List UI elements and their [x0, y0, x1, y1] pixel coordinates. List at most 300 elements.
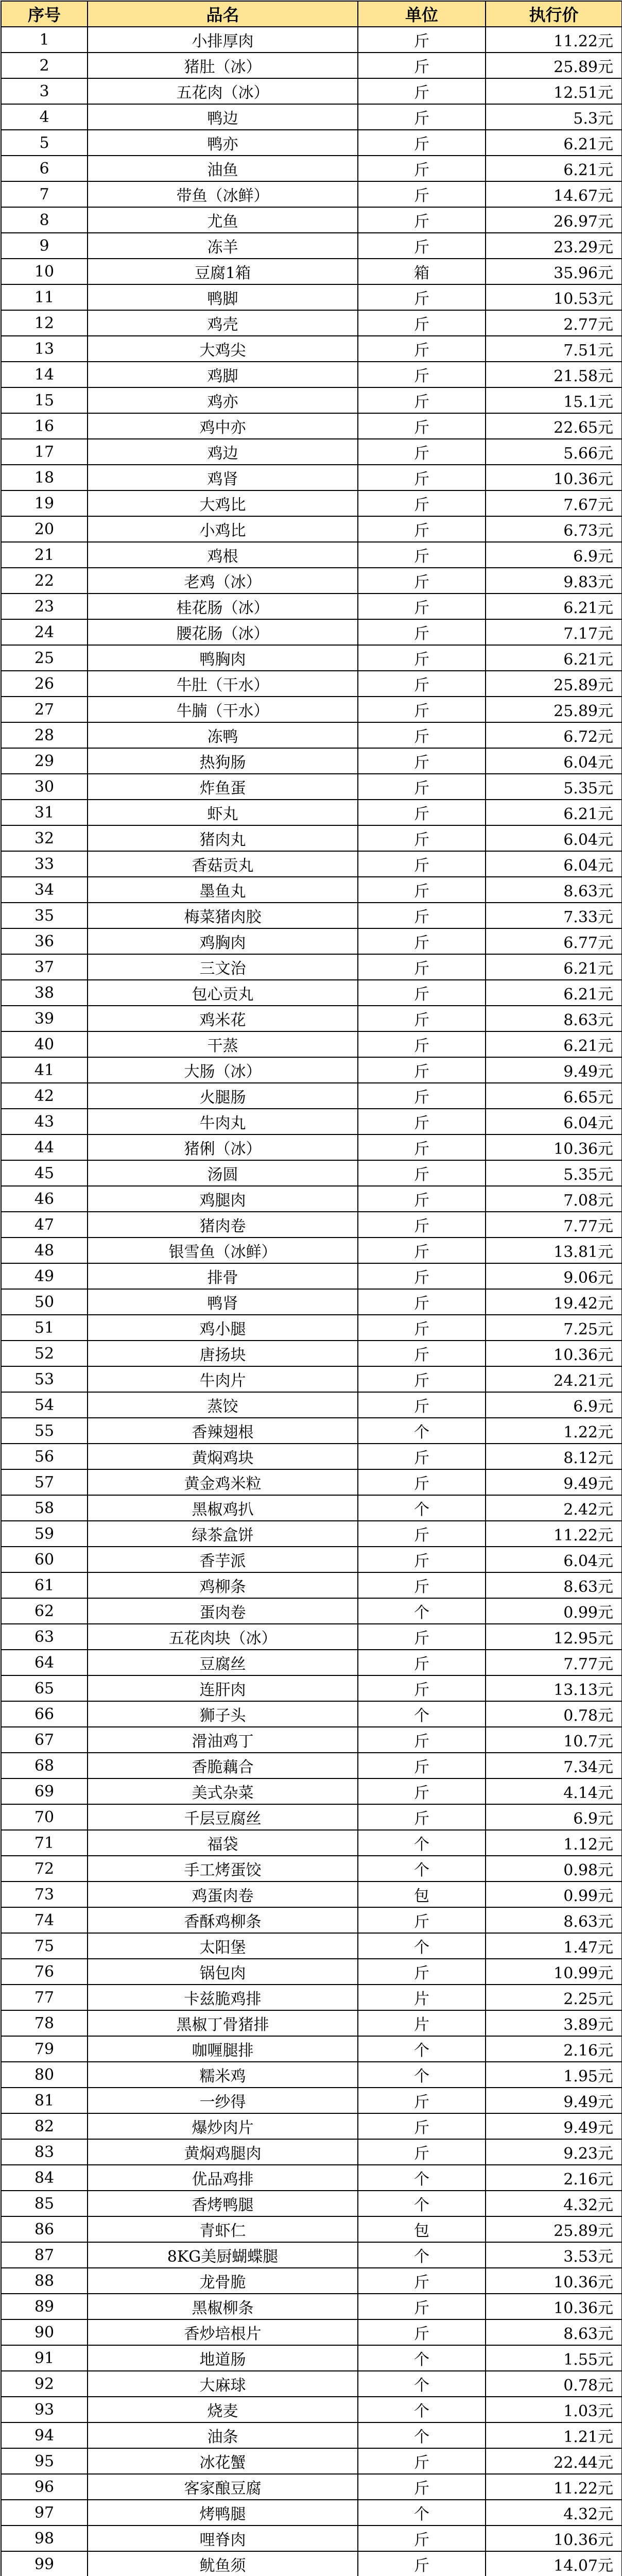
cell-name: 烧麦 [88, 2397, 358, 2422]
cell-price: 0.98元 [486, 1856, 622, 1882]
table-row [1, 877, 622, 903]
cell-unit: 个 [358, 1495, 486, 1521]
cell-no: 3 [1, 78, 88, 104]
cell-name: 香辣翅根 [88, 1418, 358, 1444]
cell-unit: 个 [358, 2422, 486, 2448]
table-row [1, 413, 622, 439]
cell-name: 鸡柳条 [88, 1572, 358, 1598]
cell-name: 包心贡丸 [88, 980, 358, 1006]
cell-no: 99 [1, 2551, 88, 2576]
table-row [1, 1830, 622, 1856]
cell-unit: 个 [358, 2397, 486, 2422]
cell-unit: 斤 [358, 310, 486, 336]
cell-unit: 斤 [358, 2088, 486, 2113]
cell-unit: 斤 [358, 1057, 486, 1083]
cell-unit: 片 [358, 1985, 486, 2010]
table-row [1, 1109, 622, 1134]
cell-no: 30 [1, 774, 88, 800]
cell-no: 58 [1, 1495, 88, 1521]
cell-no: 23 [1, 594, 88, 619]
cell-unit: 斤 [358, 1238, 486, 1263]
cell-price: 6.04元 [486, 748, 622, 774]
table-row [1, 1160, 622, 1186]
cell-unit: 片 [358, 2010, 486, 2036]
cell-unit: 个 [358, 2165, 486, 2191]
cell-price: 6.9元 [486, 1392, 622, 1418]
header-no: 序号 [1, 1, 88, 27]
cell-name: 虾丸 [88, 800, 358, 825]
cell-name: 豆腐丝 [88, 1650, 358, 1675]
table-row [1, 2010, 622, 2036]
cell-price: 6.77元 [486, 928, 622, 954]
cell-unit: 个 [358, 2062, 486, 2088]
cell-price: 10.7元 [486, 1727, 622, 1753]
cell-no: 72 [1, 1856, 88, 1882]
cell-price: 2.42元 [486, 1495, 622, 1521]
cell-name: 桂花肠（冰） [88, 594, 358, 619]
cell-price: 1.47元 [486, 1933, 622, 1959]
table-row [1, 774, 622, 800]
cell-no: 86 [1, 2216, 88, 2242]
cell-price: 6.72元 [486, 722, 622, 748]
cell-unit: 斤 [358, 1263, 486, 1289]
cell-no: 74 [1, 1907, 88, 1933]
cell-no: 33 [1, 851, 88, 877]
table-row [1, 1341, 622, 1366]
cell-unit: 包 [358, 1882, 486, 1907]
cell-no: 37 [1, 954, 88, 980]
table-row [1, 181, 622, 207]
cell-no: 82 [1, 2113, 88, 2139]
cell-price: 24.21元 [486, 1366, 622, 1392]
cell-price: 25.89元 [486, 53, 622, 78]
cell-price: 11.22元 [486, 1521, 622, 1547]
cell-price: 6.21元 [486, 594, 622, 619]
cell-unit: 斤 [358, 27, 486, 53]
cell-name: 牛肚（干水） [88, 671, 358, 697]
cell-unit: 斤 [358, 697, 486, 722]
cell-no: 2 [1, 53, 88, 78]
cell-no: 31 [1, 800, 88, 825]
cell-price: 9.49元 [486, 1469, 622, 1495]
cell-unit: 斤 [358, 1675, 486, 1701]
cell-price: 23.29元 [486, 233, 622, 259]
cell-name: 客家酿豆腐 [88, 2474, 358, 2500]
cell-no: 15 [1, 387, 88, 413]
cell-no: 17 [1, 439, 88, 465]
table-row [1, 671, 622, 697]
cell-name: 鸡壳 [88, 310, 358, 336]
cell-name: 小排厚肉 [88, 27, 358, 53]
table-row [1, 1469, 622, 1495]
cell-name: 大鸡比 [88, 490, 358, 516]
table-row [1, 284, 622, 310]
cell-name: 大麻球 [88, 2371, 358, 2397]
cell-unit: 斤 [358, 1134, 486, 1160]
table-row [1, 1727, 622, 1753]
cell-unit: 斤 [358, 1572, 486, 1598]
cell-name: 香菇贡丸 [88, 851, 358, 877]
cell-name: 油鱼 [88, 156, 358, 181]
cell-unit: 斤 [358, 2139, 486, 2165]
table-row [1, 1057, 622, 1083]
table-row [1, 2088, 622, 2113]
table-row [1, 1572, 622, 1598]
cell-price: 6.04元 [486, 825, 622, 851]
cell-no: 55 [1, 1418, 88, 1444]
cell-no: 34 [1, 877, 88, 903]
cell-unit: 斤 [358, 1083, 486, 1109]
cell-unit: 斤 [358, 1392, 486, 1418]
cell-no: 62 [1, 1598, 88, 1624]
cell-name: 黄焖鸡块 [88, 1444, 358, 1469]
cell-name: 银雪鱼（冰鲜） [88, 1238, 358, 1263]
cell-no: 56 [1, 1444, 88, 1469]
table-row [1, 1186, 622, 1212]
cell-no: 75 [1, 1933, 88, 1959]
cell-price: 7.17元 [486, 619, 622, 645]
cell-unit: 斤 [358, 490, 486, 516]
cell-unit: 斤 [358, 1006, 486, 1031]
table-row [1, 1778, 622, 1804]
cell-unit: 个 [358, 1418, 486, 1444]
cell-name: 鱿鱼须 [88, 2551, 358, 2576]
cell-name: 狮子头 [88, 1701, 358, 1727]
cell-price: 1.12元 [486, 1830, 622, 1856]
cell-name: 美式杂菜 [88, 1778, 358, 1804]
cell-price: 12.95元 [486, 1624, 622, 1650]
cell-name: 鸡肾 [88, 465, 358, 490]
cell-unit: 斤 [358, 413, 486, 439]
cell-no: 39 [1, 1006, 88, 1031]
cell-unit: 斤 [358, 130, 486, 156]
table-row [1, 2345, 622, 2371]
cell-name: 香芋派 [88, 1547, 358, 1572]
table-row [1, 2294, 622, 2319]
cell-no: 78 [1, 2010, 88, 2036]
cell-no: 53 [1, 1366, 88, 1392]
cell-price: 8.63元 [486, 877, 622, 903]
cell-name: 太阳堡 [88, 1933, 358, 1959]
cell-price: 6.04元 [486, 851, 622, 877]
table-row [1, 1031, 622, 1057]
table-row [1, 2191, 622, 2216]
table-row [1, 645, 622, 671]
cell-price: 9.49元 [486, 1057, 622, 1083]
cell-no: 80 [1, 2062, 88, 2088]
cell-name: 牛腩（干水） [88, 697, 358, 722]
cell-no: 32 [1, 825, 88, 851]
cell-unit: 箱 [358, 259, 486, 284]
cell-no: 43 [1, 1109, 88, 1134]
cell-name: 热狗肠 [88, 748, 358, 774]
cell-name: 鸡腿肉 [88, 1186, 358, 1212]
table-row [1, 336, 622, 362]
cell-unit: 个 [358, 2036, 486, 2062]
cell-no: 7 [1, 181, 88, 207]
table-row [1, 954, 622, 980]
table-row [1, 233, 622, 259]
cell-name: 香炒培根片 [88, 2319, 358, 2345]
table-row [1, 619, 622, 645]
table-row [1, 1547, 622, 1572]
cell-no: 90 [1, 2319, 88, 2345]
cell-unit: 个 [358, 1856, 486, 1882]
cell-price: 1.21元 [486, 2422, 622, 2448]
table-row [1, 2397, 622, 2422]
cell-name: 鸡亦 [88, 387, 358, 413]
cell-price: 6.21元 [486, 1031, 622, 1057]
cell-name: 鸡胸肉 [88, 928, 358, 954]
cell-name: 梅菜猪肉胶 [88, 903, 358, 928]
cell-name: 冻羊 [88, 233, 358, 259]
cell-no: 98 [1, 2526, 88, 2551]
cell-name: 火腿肠 [88, 1083, 358, 1109]
cell-unit: 斤 [358, 2294, 486, 2319]
table-row [1, 2113, 622, 2139]
cell-price: 10.36元 [486, 1341, 622, 1366]
cell-name: 尤鱼 [88, 207, 358, 233]
cell-name: 爆炒肉片 [88, 2113, 358, 2139]
cell-no: 25 [1, 645, 88, 671]
cell-price: 21.58元 [486, 362, 622, 387]
cell-name: 龙骨脆 [88, 2268, 358, 2294]
cell-no: 59 [1, 1521, 88, 1547]
cell-unit: 斤 [358, 1341, 486, 1366]
cell-no: 4 [1, 104, 88, 130]
table-row [1, 387, 622, 413]
cell-no: 10 [1, 259, 88, 284]
cell-no: 27 [1, 697, 88, 722]
cell-unit: 斤 [358, 1031, 486, 1057]
cell-price: 10.53元 [486, 284, 622, 310]
cell-name: 香烤鸭腿 [88, 2191, 358, 2216]
cell-no: 12 [1, 310, 88, 336]
cell-name: 香脆藕合 [88, 1753, 358, 1778]
cell-price: 6.9元 [486, 1804, 622, 1830]
cell-no: 21 [1, 542, 88, 568]
cell-unit: 斤 [358, 1186, 486, 1212]
cell-name: 黄焖鸡腿肉 [88, 2139, 358, 2165]
cell-no: 13 [1, 336, 88, 362]
cell-name: 手工烤蛋饺 [88, 1856, 358, 1882]
cell-unit: 斤 [358, 181, 486, 207]
cell-unit: 斤 [358, 748, 486, 774]
cell-price: 0.99元 [486, 1882, 622, 1907]
cell-price: 7.34元 [486, 1753, 622, 1778]
cell-no: 9 [1, 233, 88, 259]
cell-unit: 斤 [358, 1778, 486, 1804]
cell-no: 89 [1, 2294, 88, 2319]
cell-price: 8.12元 [486, 1444, 622, 1469]
table-row [1, 568, 622, 594]
table-row [1, 697, 622, 722]
cell-price: 0.78元 [486, 1701, 622, 1727]
cell-no: 67 [1, 1727, 88, 1753]
cell-name: 油条 [88, 2422, 358, 2448]
table-row [1, 1624, 622, 1650]
table-row [1, 1959, 622, 1985]
table-row [1, 1598, 622, 1624]
table-row [1, 542, 622, 568]
cell-unit: 斤 [358, 284, 486, 310]
cell-unit: 斤 [358, 2113, 486, 2139]
cell-no: 11 [1, 284, 88, 310]
cell-price: 10.36元 [486, 2268, 622, 2294]
cell-unit: 斤 [358, 156, 486, 181]
cell-unit: 斤 [358, 362, 486, 387]
cell-price: 8.63元 [486, 2319, 622, 2345]
cell-unit: 斤 [358, 1907, 486, 1933]
cell-price: 13.81元 [486, 1238, 622, 1263]
cell-price: 6.73元 [486, 516, 622, 542]
cell-name: 唐扬块 [88, 1341, 358, 1366]
cell-unit: 斤 [358, 78, 486, 104]
table-row [1, 2242, 622, 2268]
cell-name: 咖喱腿排 [88, 2036, 358, 2062]
cell-name: 地道肠 [88, 2345, 358, 2371]
cell-unit: 斤 [358, 439, 486, 465]
table-body [1, 27, 622, 2576]
table-row [1, 1856, 622, 1882]
cell-price: 25.89元 [486, 2216, 622, 2242]
cell-unit: 斤 [358, 903, 486, 928]
cell-no: 96 [1, 2474, 88, 2500]
table-row [1, 2474, 622, 2500]
cell-name: 鸡边 [88, 439, 358, 465]
cell-price: 6.04元 [486, 1109, 622, 1134]
cell-price: 4.32元 [486, 2500, 622, 2526]
cell-no: 95 [1, 2448, 88, 2474]
cell-unit: 斤 [358, 954, 486, 980]
cell-price: 11.22元 [486, 27, 622, 53]
header-row [1, 1, 622, 27]
cell-no: 83 [1, 2139, 88, 2165]
cell-price: 22.44元 [486, 2448, 622, 2474]
cell-price: 5.35元 [486, 1160, 622, 1186]
cell-no: 57 [1, 1469, 88, 1495]
cell-price: 3.53元 [486, 2242, 622, 2268]
cell-name: 老鸡（冰） [88, 568, 358, 594]
table-row [1, 825, 622, 851]
table-row [1, 2036, 622, 2062]
cell-name: 鸡脚 [88, 362, 358, 387]
cell-price: 8.63元 [486, 1572, 622, 1598]
cell-unit: 斤 [358, 928, 486, 954]
cell-name: 青虾仁 [88, 2216, 358, 2242]
table-row [1, 130, 622, 156]
cell-no: 76 [1, 1959, 88, 1985]
cell-no: 5 [1, 130, 88, 156]
cell-no: 92 [1, 2371, 88, 2397]
cell-unit: 斤 [358, 2319, 486, 2345]
cell-unit: 斤 [358, 387, 486, 413]
table-row [1, 310, 622, 336]
cell-unit: 斤 [358, 619, 486, 645]
cell-no: 66 [1, 1701, 88, 1727]
cell-price: 22.65元 [486, 413, 622, 439]
cell-no: 68 [1, 1753, 88, 1778]
cell-name: 蛋肉卷 [88, 1598, 358, 1624]
cell-no: 97 [1, 2500, 88, 2526]
cell-no: 38 [1, 980, 88, 1006]
cell-no: 45 [1, 1160, 88, 1186]
cell-price: 3.89元 [486, 2010, 622, 2036]
cell-unit: 斤 [358, 568, 486, 594]
cell-no: 64 [1, 1650, 88, 1675]
cell-unit: 斤 [358, 645, 486, 671]
cell-name: 糯米鸡 [88, 2062, 358, 2088]
table-row [1, 1985, 622, 2010]
cell-price: 13.13元 [486, 1675, 622, 1701]
cell-price: 6.04元 [486, 1547, 622, 1572]
table-row [1, 259, 622, 284]
cell-name: 冻鸭 [88, 722, 358, 748]
cell-unit: 斤 [358, 800, 486, 825]
table-row [1, 1521, 622, 1547]
cell-name: 大肠（冰） [88, 1057, 358, 1083]
table-row [1, 1418, 622, 1444]
table-row [1, 1289, 622, 1315]
cell-name: 鸡中亦 [88, 413, 358, 439]
cell-name: 猪俐（冰） [88, 1134, 358, 1160]
cell-unit: 斤 [358, 1727, 486, 1753]
table-row [1, 1753, 622, 1778]
cell-price: 10.36元 [486, 465, 622, 490]
cell-price: 25.89元 [486, 671, 622, 697]
cell-unit: 斤 [358, 465, 486, 490]
cell-name: 鸡蛋肉卷 [88, 1882, 358, 1907]
cell-price: 6.21元 [486, 980, 622, 1006]
table-row [1, 1006, 622, 1031]
cell-name: 滑油鸡丁 [88, 1727, 358, 1753]
cell-unit: 个 [358, 1701, 486, 1727]
cell-price: 14.67元 [486, 181, 622, 207]
cell-unit: 斤 [358, 1212, 486, 1238]
cell-price: 5.3元 [486, 104, 622, 130]
table-row [1, 2500, 622, 2526]
cell-name: 三文治 [88, 954, 358, 980]
cell-name: 连肝肉 [88, 1675, 358, 1701]
cell-no: 40 [1, 1031, 88, 1057]
price-table [1, 1, 622, 2576]
cell-name: 大鸡尖 [88, 336, 358, 362]
table-row [1, 1083, 622, 1109]
cell-no: 18 [1, 465, 88, 490]
cell-no: 29 [1, 748, 88, 774]
table-row [1, 1366, 622, 1392]
cell-no: 28 [1, 722, 88, 748]
cell-no: 65 [1, 1675, 88, 1701]
cell-no: 93 [1, 2397, 88, 2422]
table-row [1, 490, 622, 516]
cell-unit: 个 [358, 1598, 486, 1624]
cell-price: 6.65元 [486, 1083, 622, 1109]
cell-name: 蒸饺 [88, 1392, 358, 1418]
table-row [1, 362, 622, 387]
table-row [1, 980, 622, 1006]
table-row [1, 78, 622, 104]
cell-no: 87 [1, 2242, 88, 2268]
cell-no: 46 [1, 1186, 88, 1212]
table-row [1, 2062, 622, 2088]
cell-price: 35.96元 [486, 259, 622, 284]
cell-no: 49 [1, 1263, 88, 1289]
cell-name: 黑椒柳条 [88, 2294, 358, 2319]
cell-no: 26 [1, 671, 88, 697]
cell-unit: 斤 [358, 1160, 486, 1186]
cell-name: 一纱得 [88, 2088, 358, 2113]
